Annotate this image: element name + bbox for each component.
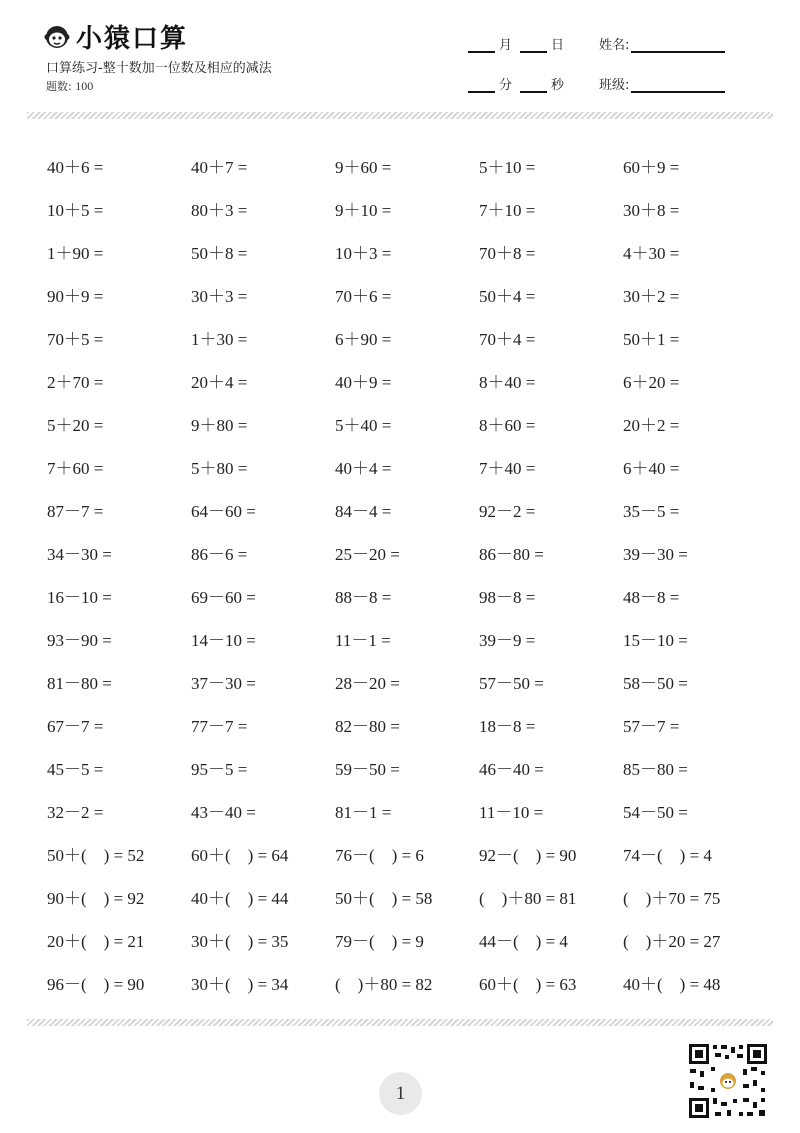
problem: 77－7 = [191,717,248,736]
problem: 74－( ) = 4 [623,846,712,865]
problem: 39－9 = [479,631,536,650]
problem-row [47,187,767,230]
problem: 98－8 = [479,588,536,607]
name-field [599,34,725,53]
problem: 10＋3 = [335,244,392,263]
problem: 50＋( ) = 52 [47,846,145,865]
problem-row [47,445,767,488]
second-label: 秒 [551,78,565,93]
problem-count-label: 题数: [46,80,76,93]
problem: 9＋80 = [191,416,248,435]
problem: 40＋6 = [47,158,104,177]
problem: 50＋8 = [191,244,248,263]
month-blank[interactable] [468,39,495,53]
problem-row [47,273,767,316]
problem: 70＋6 = [335,287,392,306]
minute-blank[interactable] [468,79,495,93]
problem-row [47,488,767,531]
problem: 84－4 = [335,502,392,521]
problem: 76－( ) = 6 [335,846,424,865]
problem: 5＋80 = [191,459,248,478]
problem: 57－7 = [623,717,680,736]
problem-row [47,746,767,789]
problem: 7＋60 = [47,459,104,478]
problem: 15－10 = [623,631,688,650]
problem: 90＋9 = [47,287,104,306]
problem-row [47,918,767,961]
problem: 2＋70 = [47,373,104,392]
problem: 1＋90 = [47,244,104,263]
problem: 50＋4 = [479,287,536,306]
name-label: 姓名: [599,38,630,53]
top-divider [27,112,773,119]
problem-row [47,617,767,660]
problem-row [47,703,767,746]
problem: 70＋4 = [479,330,536,349]
problem: 32－2 = [47,803,104,822]
problem-row [47,789,767,832]
problem: 88－8 = [335,588,392,607]
problem: 6＋40 = [623,459,680,478]
problem: 28－20 = [335,674,400,693]
problem: 14－10 = [191,631,256,650]
problem: 30＋( ) = 34 [191,975,289,994]
problem: 40＋( ) = 44 [191,889,289,908]
problem: 8＋60 = [479,416,536,435]
problem: 80＋3 = [191,201,248,220]
problem: 95－5 = [191,760,248,779]
bottom-divider [27,1019,773,1026]
problem: 8＋40 = [479,373,536,392]
worksheet-title: 口算练习-整十数加一位数及相应的减法 [46,61,272,76]
problem: 10＋5 = [47,201,104,220]
problem: 87－7 = [47,502,104,521]
problem: 81－1 = [335,803,392,822]
problem: 92－2 = [479,502,536,521]
problem: 20＋2 = [623,416,680,435]
problem: 44－( ) = 4 [479,932,568,951]
day-label: 日 [551,38,565,53]
problem: 86－80 = [479,545,544,564]
problem: 5＋20 = [47,416,104,435]
problem: 86－6 = [191,545,248,564]
problem: 16－10 = [47,588,112,607]
problem: ( )＋20 = 27 [623,932,721,951]
second-blank[interactable] [520,79,547,93]
problem: 35－5 = [623,502,680,521]
problem: 18－8 = [479,717,536,736]
problem: 7＋10 = [479,201,536,220]
problem: 40＋( ) = 48 [623,975,721,994]
problem: 54－50 = [623,803,688,822]
problem: 69－60 = [191,588,256,607]
page-number-text: 1 [395,1082,406,1104]
problem: 60＋( ) = 63 [479,975,577,994]
problem: 11－1 = [335,631,391,650]
problem: 5＋10 = [479,158,536,177]
problem: 92－( ) = 90 [479,846,577,865]
problem: 20＋( ) = 21 [47,932,145,951]
time-field [468,74,564,93]
problem-row [47,144,767,187]
monkey-face-icon [44,24,70,50]
problem: 58－50 = [623,674,688,693]
problem-row [47,316,767,359]
problem-row [47,402,767,445]
problem: 67－7 = [47,717,104,736]
problem: 43－40 = [191,803,256,822]
class-field [599,74,725,93]
problem: 40＋7 = [191,158,248,177]
problem: 60＋9 = [623,158,680,177]
problem: 82－80 = [335,717,400,736]
brand-name: 小猿口算 [76,24,189,54]
problem: 30＋2 = [623,287,680,306]
problem: 7＋40 = [479,459,536,478]
problem: 50＋( ) = 58 [335,889,433,908]
problem: 59－50 = [335,760,400,779]
problem: 9＋60 = [335,158,392,177]
problem: 70＋8 = [479,244,536,263]
problem-row [47,875,767,918]
problem: 70＋5 = [47,330,104,349]
problem-count [46,78,93,94]
problem: 57－50 = [479,674,544,693]
problem: 64－60 = [191,502,256,521]
problem: 81－80 = [47,674,112,693]
problem-count-value: 100 [75,79,94,93]
problem: 79－( ) = 9 [335,932,424,951]
problem: 60＋( ) = 64 [191,846,289,865]
problem: ( )＋80 = 82 [335,975,433,994]
name-blank[interactable] [631,39,725,53]
brand [44,18,188,55]
class-label: 班级: [599,78,630,93]
problem: 30＋( ) = 35 [191,932,289,951]
problem: 48－8 = [623,588,680,607]
problem-row [47,832,767,875]
problem: 90＋( ) = 92 [47,889,145,908]
problem: 25－20 = [335,545,400,564]
problem-row [47,961,767,1004]
date-field [468,34,564,53]
problem: 20＋4 = [191,373,248,392]
problem: 96－( ) = 90 [47,975,145,994]
problem-row [47,660,767,703]
worksheet-header [0,0,800,120]
problem: 6＋20 = [623,373,680,392]
problem: 37－30 = [191,674,256,693]
problem-grid [47,144,767,1004]
page-number [379,1072,422,1115]
class-blank[interactable] [631,79,725,93]
problem: 1＋30 = [191,330,248,349]
problem: 11－10 = [479,803,544,822]
problem: 46－40 = [479,760,544,779]
problem-row [47,230,767,273]
month-label: 月 [499,38,513,53]
problem: ( )＋80 = 81 [479,889,577,908]
problem: 30＋3 = [191,287,248,306]
problem: 45－5 = [47,760,104,779]
problem: 85－80 = [623,760,688,779]
problem: 6＋90 = [335,330,392,349]
problem: 39－30 = [623,545,688,564]
problem: 5＋40 = [335,416,392,435]
problem: ( )＋70 = 75 [623,889,721,908]
problem: 34－30 = [47,545,112,564]
problem: 50＋1 = [623,330,680,349]
problem: 93－90 = [47,631,112,650]
problem-row [47,359,767,402]
minute-label: 分 [499,78,513,93]
day-blank[interactable] [520,39,547,53]
problem: 40＋4 = [335,459,392,478]
problem-row [47,531,767,574]
problem: 40＋9 = [335,373,392,392]
problem: 9＋10 = [335,201,392,220]
problem: 4＋30 = [623,244,680,263]
qr-code-icon [687,1042,769,1120]
problem-row [47,574,767,617]
problem: 30＋8 = [623,201,680,220]
